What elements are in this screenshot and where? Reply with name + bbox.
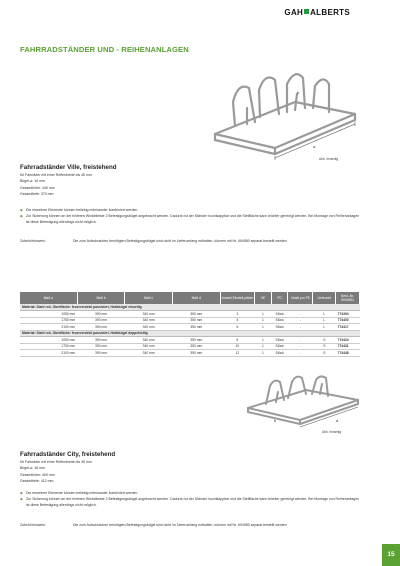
cell: Stück [271,343,288,350]
cell: - [288,350,313,357]
cell: 5 [220,317,255,324]
table-header: Maß d [172,292,220,304]
cell: 340 mm [125,311,173,318]
product1-dim-b: b [297,90,300,95]
cell: 350 mm [172,343,220,350]
cell: Stück [271,324,288,331]
logo-text-right: ALBERTS [310,8,350,17]
cell: 1750 mm [20,343,77,350]
cell: 390 mm [77,317,125,324]
bullet-text: Die einzelnen Elemente können beliebig miteinander kombiniert werden. [26,208,139,212]
table-header: Anzahl Einstell-plätze [220,292,255,304]
cell: 1 [255,311,272,318]
cell: S [313,343,336,350]
cell: 340 mm [125,324,173,331]
product2-dim-b: b [274,418,277,423]
product1-drawing [205,62,365,162]
cell: 1 [255,350,272,357]
cell: 2100 mm [20,324,77,331]
diamond-bullet-icon: ◆ [20,208,23,212]
cell: Stück [271,317,288,324]
table-row [20,350,360,357]
cell: L [313,324,336,331]
cell: 12 [220,350,255,357]
bullet-item [20,497,360,509]
cell: - [288,324,313,331]
section-title: FAHRRADSTÄNDER UND - REIHENANLAGEN [20,45,189,54]
cell: 1750 mm [20,317,77,324]
cell: 6 [220,337,255,344]
product2-spec-line: für Fahrräder mit einer Reifenbreite bis 45 mm [20,460,92,464]
note-label: Zubehörhinweis: [20,239,46,243]
product2-spec-line: Bügel-⌀: 16 mm [20,466,45,471]
cell: 350 mm [172,311,220,318]
material-text: Material: Stahl roh, Oberfläche: feuerverzinkt passiviert, Haltebügel einseitig [20,304,360,311]
product1-spec-line: Gesamttiefe: 370 mm [20,192,54,197]
product1-accessory-note [20,239,360,245]
product2-accessory-note [20,523,360,529]
bullet-text: Zur Sicherung können an der hinteren Winkelleiste 2 Befestigungsbügel angebracht werden. Dadurch ist der Ständer hochklappbar und die Stellfläche kann leichter gereinigt werden. Bei Montage von Reihenanlagen ist diese Befestigung allerdings nicht möglich. [26,496,360,507]
cell: 1 [255,343,272,350]
article-number: 774394 [336,311,360,318]
page-number: 15 [382,544,400,566]
product1-name: Fahrradständer Ville, freistehend [20,164,117,171]
cell: Stück [271,350,288,357]
logo-text-left: GAH [284,8,304,17]
cell: 390 mm [77,311,125,318]
cell: 1050 mm [20,337,77,344]
product1-bullets [20,208,360,226]
product2-spec-line: Gesamthöhe: 409 mm [20,472,55,477]
cell: - [288,337,313,344]
bullet-text: Die einzelnen Elemente können beliebig miteinander kombiniert werden. [26,491,139,495]
article-number: 774431 [336,343,360,350]
table-header: PC [271,292,288,304]
note-label: Zubehörhinweis: [20,523,46,527]
cell: 6 [220,324,255,331]
cell: 1 [255,317,272,324]
cell: 340 mm [125,337,173,344]
product1-spec-line: Gesamthöhe: 446 mm [20,185,55,190]
article-number: 774417 [336,324,360,331]
table-header: Maß b [77,292,125,304]
cell: 390 mm [77,324,125,331]
product1-spec-line: für Fahrräder mit einer Reifenbreite bis 45 mm [20,173,92,177]
cell: L [313,317,336,324]
cell: - [288,317,313,324]
cell: - [288,311,313,318]
cell: 390 mm [77,337,125,344]
table-header: Lieferzeit [313,292,336,304]
cell: 2100 mm [20,350,77,357]
cell: 340 mm [125,350,173,357]
product2-dim-a: a [336,418,339,423]
cell: 340 mm [125,343,173,350]
product1-caption: Abb. einseitig [319,157,339,161]
diamond-bullet-icon: ◆ [20,491,23,495]
note-text: Die zum Aufschrauben benötigten Befestigungsbügel sind nicht im Lieferumfang enthalten, können mit Nr. 694980 separat bestellt werden [73,523,287,527]
bullet-text: Zur Sicherung können an der hinteren Winkelleiste 2 Befestigungsbügel angebracht werden. Dadurch ist der Ständer hochklappbar und die Stellfläche kann leichter gereinigt werden. Bei Montage von Reihenanlagen ist diese Befestigung allerdings nicht möglich. [26,213,360,224]
diamond-bullet-icon: ◆ [20,213,23,218]
product2-caption: Abb. einseitig [322,430,342,434]
cell: Stück [271,311,288,318]
cell: 3 [220,311,255,318]
cell: 1 [255,324,272,331]
cell: Stück [271,337,288,344]
article-number: 774424 [336,337,360,344]
cell: 350 mm [172,317,220,324]
table-header: Maß a [20,292,77,304]
logo-square-icon [304,9,309,14]
cell: 1 [255,337,272,344]
table-header: VE [255,292,272,304]
cell: - [288,343,313,350]
cell: 1050 mm [20,311,77,318]
cell: 350 mm [172,324,220,331]
bullet-item [20,214,360,226]
product2-drawing [240,372,365,428]
cell: L [313,311,336,318]
product1-spec-line: Bügel-⌀: 16 mm [20,179,45,184]
product2-name: Fahrradständer City, freistehend [20,451,116,458]
table-header: Best.-Nr. 6004554 [336,292,360,304]
diamond-bullet-icon: ◆ [20,496,23,501]
product1-specs [20,172,92,198]
product2-spec-line: Gesamttiefe: 412 mm [20,479,54,484]
cell: 350 mm [172,350,220,357]
product2-specs [20,459,92,485]
cell: 10 [220,343,255,350]
product-table [20,292,360,357]
cell: S [313,350,336,357]
note-text: Die zum Aufschrauben benötigten Befestigungsbügel sind nicht im Lieferumfang enthalten, können mit Nr. 694980 separat bestellt werden [73,239,287,243]
cell: 390 mm [77,350,125,357]
product1-dim-a: a [313,144,316,149]
product2-bullets [20,491,360,509]
material-text: Material: Stahl roh, Oberfläche: feuerverzinkt passiviert, Haltebügel doppelseitig [20,330,360,337]
table-header-row [20,292,360,304]
article-number: 774448 [336,350,360,357]
brand-logo [284,8,350,17]
cell: 350 mm [172,337,220,344]
table-header: Maß c [125,292,173,304]
cell: 390 mm [77,343,125,350]
cell: S [313,337,336,344]
table-header: Inhalt pro PE [288,292,313,304]
article-number: 774400 [336,317,360,324]
cell: 340 mm [125,317,173,324]
